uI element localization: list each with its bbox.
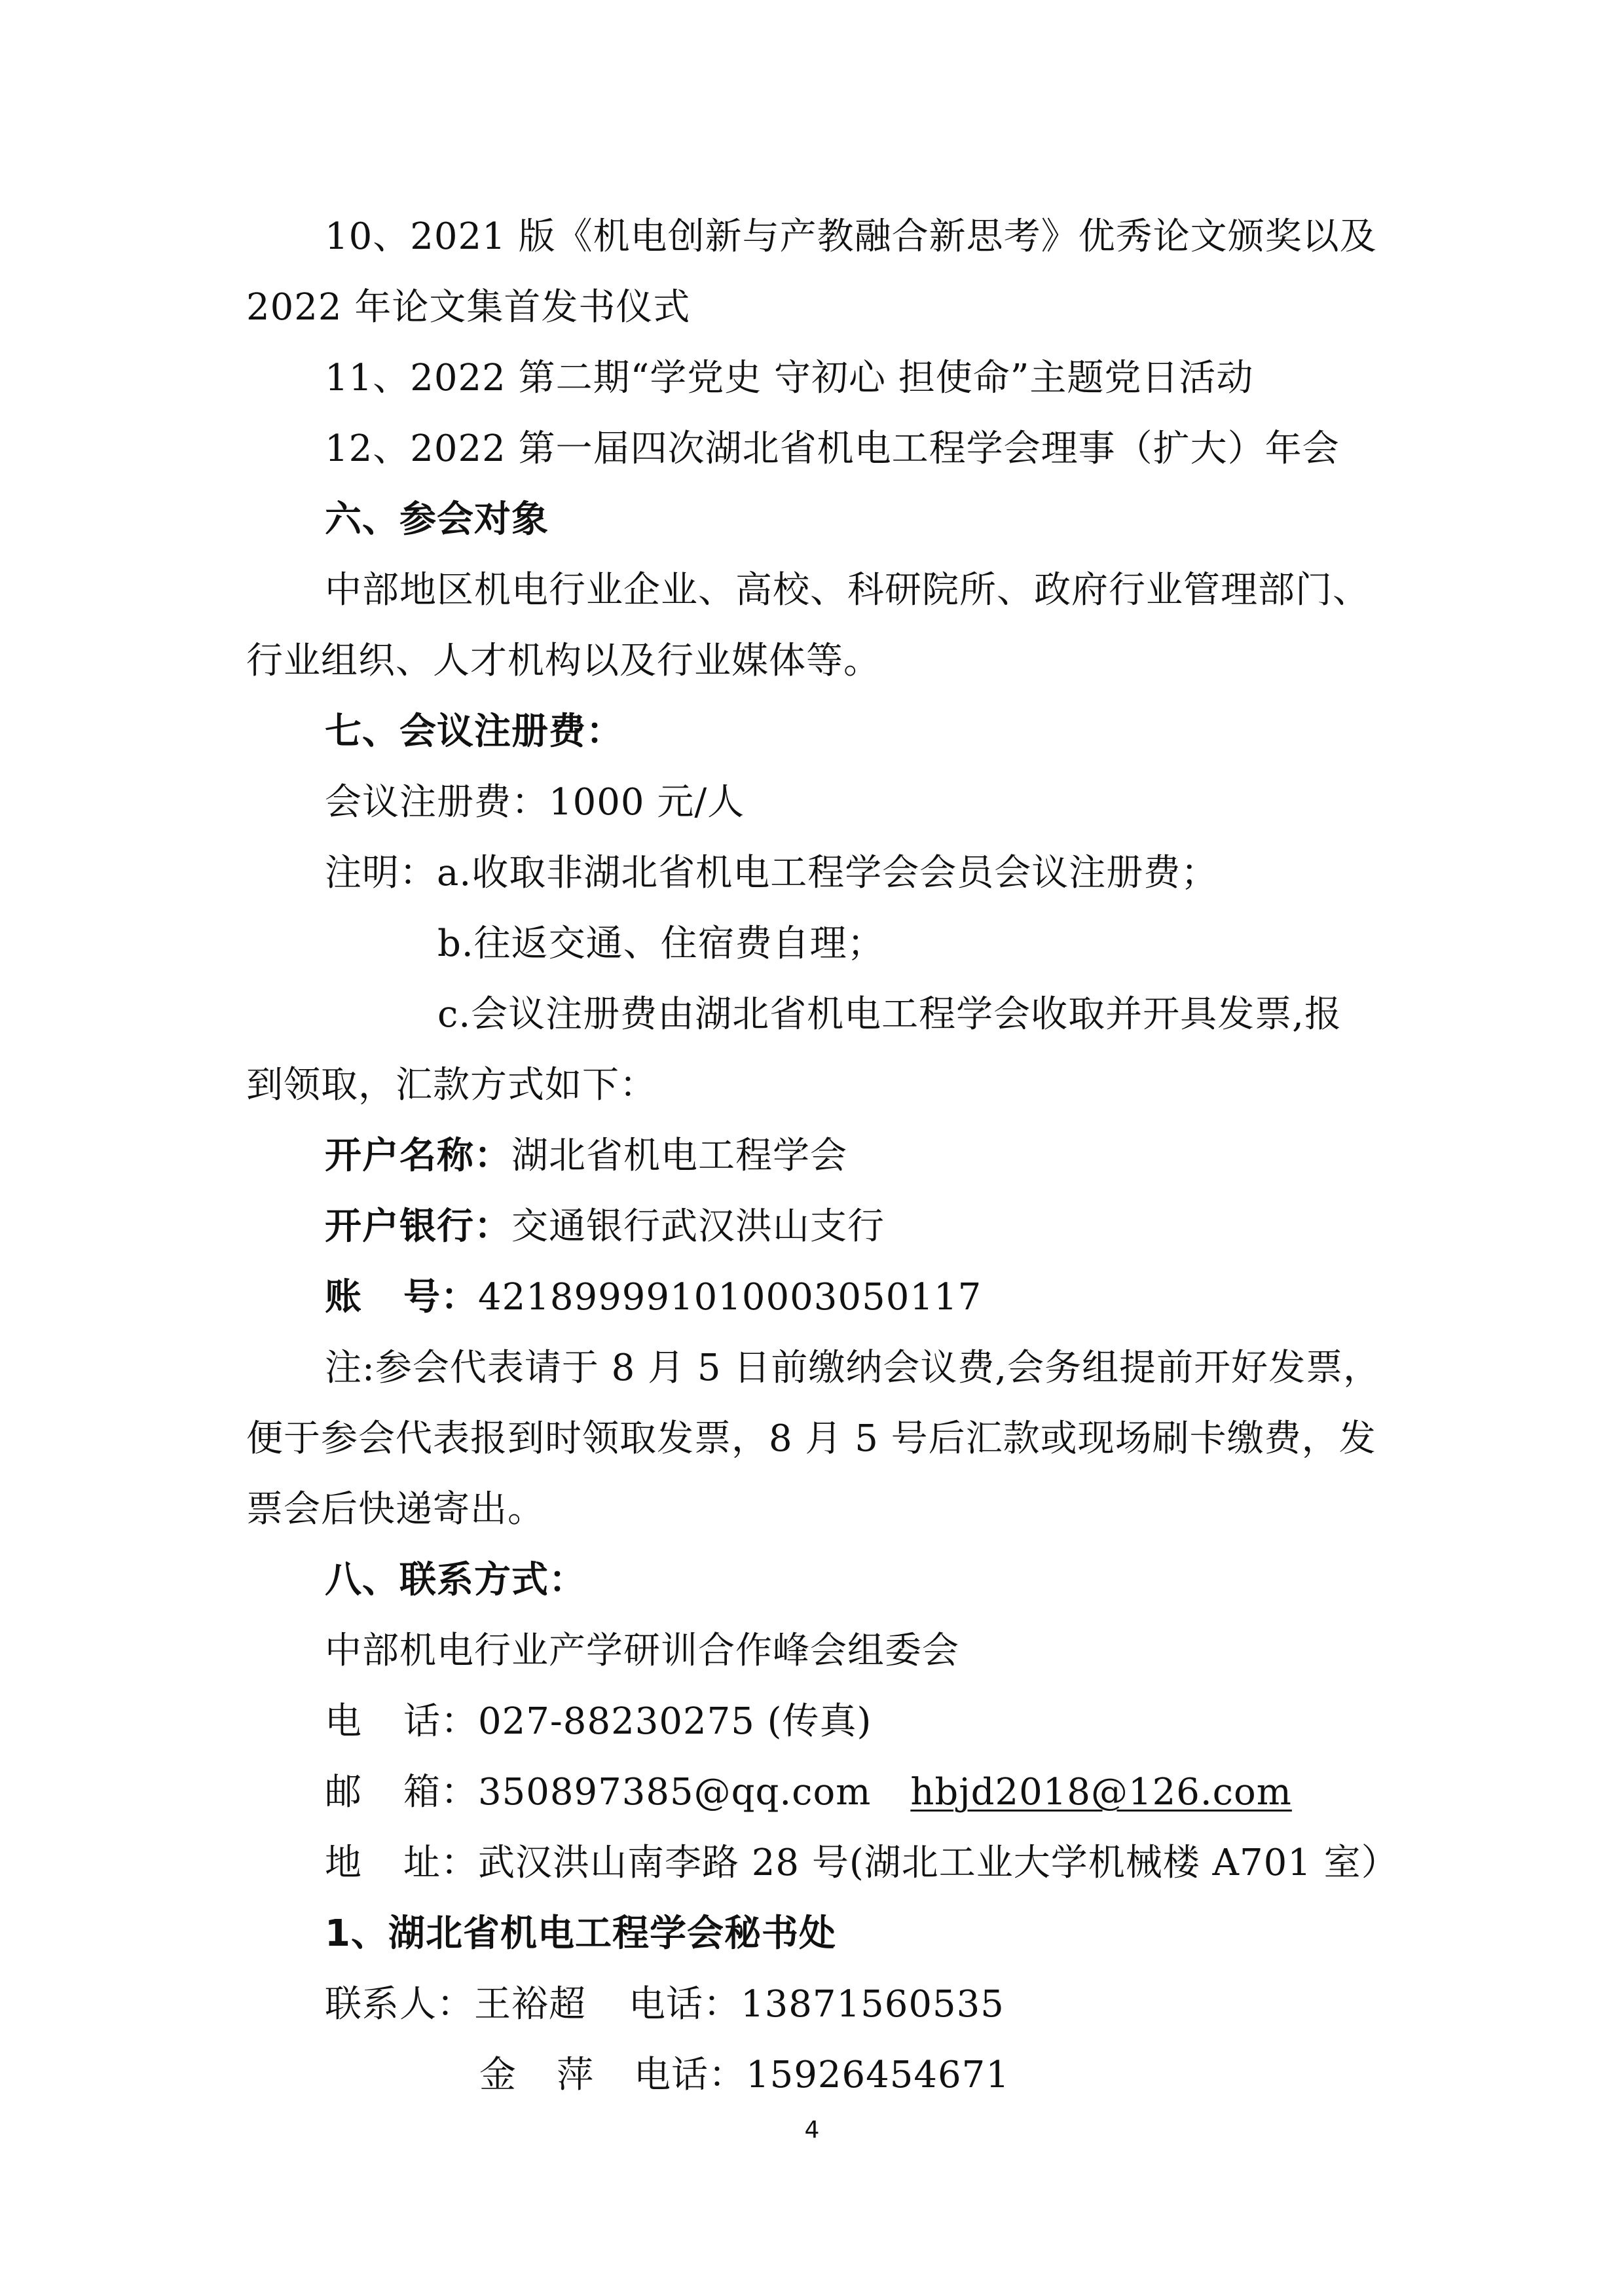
email-label-char-1: 邮: [325, 1771, 362, 1813]
note-c-line-1: c.会议注册费由湖北省机电工程学会收取并开具发票,报: [437, 993, 1342, 1036]
account-name-row: [325, 1130, 847, 1182]
page-number: 4: [804, 2117, 820, 2143]
address-value: 武汉洪山南李路 28 号(湖北工业大学机械楼 A701 室）: [478, 1842, 1399, 1884]
remark-line-3: 票会后快递寄出。: [246, 1488, 545, 1531]
contact-1-name: 王裕超: [474, 1983, 586, 2026]
contact-label: 联系人：: [325, 1983, 474, 2026]
account-name-label: 开户名称：: [325, 1135, 511, 1177]
registration-fee: 会议注册费：1000 元/人: [325, 781, 745, 824]
bank-value: 交通银行武汉洪山支行: [511, 1205, 885, 1248]
note-b: b.往返交通、住宿费自理；: [437, 922, 885, 965]
section-7-heading: 七、会议注册费：: [325, 710, 623, 753]
item-11: 11、2022 第二期“学党史 守初心 担使命”主题党日活动: [325, 357, 1254, 399]
item-12: 12、2022 第一届四次湖北省机电工程学会理事（扩大）年会: [325, 428, 1340, 470]
address-row: [325, 1837, 1399, 1889]
address-label-char-2: 址：: [403, 1842, 478, 1884]
email-value-1: 350897385@qq.com: [478, 1771, 872, 1813]
contact-2-phone-label: 电话：: [634, 2054, 746, 2096]
account-number-label-char-1: 账: [325, 1276, 362, 1319]
phone-value: 027-88230275 (传真): [478, 1700, 872, 1743]
bank-label: 开户银行：: [325, 1205, 511, 1248]
contact-1-phone-label: 电话：: [629, 1983, 741, 2026]
item-10-line-2: 2022 年论文集首发书仪式: [246, 286, 691, 329]
account-number-row: [325, 1271, 982, 1324]
secretariat-heading: 1、湖北省机电工程学会秘书处: [325, 1912, 836, 1955]
section-6-heading: 六、参会对象: [325, 498, 549, 541]
section-6-text-line-2: 行业组织、人才机构以及行业媒体等。: [246, 640, 881, 682]
contact-row-2: [479, 2049, 1010, 2102]
account-number-value: 421899991010003050117: [478, 1276, 982, 1319]
contact-2-phone: 15926454671: [746, 2054, 1010, 2096]
remark-line-1: 注:参会代表请于 8 月 5 日前缴纳会议费,会务组提前开好发票，: [325, 1347, 1381, 1389]
phone-label-char-1: 电: [325, 1700, 362, 1743]
contact-2-name-char-2: 萍: [557, 2054, 594, 2096]
account-number-label-char-2: 号：: [403, 1276, 478, 1319]
bank-row: [325, 1201, 885, 1253]
contact-1-phone: 13871560535: [741, 1983, 1005, 2026]
email-row: [325, 1766, 1292, 1819]
remark-line-2: 便于参会代表报到时领取发票，8 月 5 号后汇款或现场刷卡缴费，发: [246, 1417, 1376, 1460]
phone-row: [325, 1696, 872, 1748]
address-label-char-1: 地: [325, 1842, 362, 1884]
note-c-line-2: 到领取，汇款方式如下：: [246, 1064, 657, 1106]
note-a: 注明：a.收取非湖北省机电工程学会会员会议注册费；: [325, 852, 1219, 894]
email-label-char-2: 箱：: [403, 1771, 478, 1813]
section-6-text-line-1: 中部地区机电行业企业、高校、科研院所、政府行业管理部门、: [325, 569, 1370, 611]
account-name-value: 湖北省机电工程学会: [511, 1135, 847, 1177]
phone-label-char-2: 话：: [403, 1700, 478, 1743]
email-link-2[interactable]: hbjd2018@126.com: [910, 1771, 1292, 1813]
organizer: 中部机电行业产学研训合作峰会组委会: [325, 1630, 959, 1672]
item-10-line-1: 10、2021 版《机电创新与产教融合新思考》优秀论文颁奖以及: [325, 215, 1377, 258]
contact-row-1: [325, 1978, 1005, 2031]
contact-2-name-char-1: 金: [479, 2054, 517, 2096]
section-8-heading: 八、联系方式：: [325, 1559, 586, 1601]
